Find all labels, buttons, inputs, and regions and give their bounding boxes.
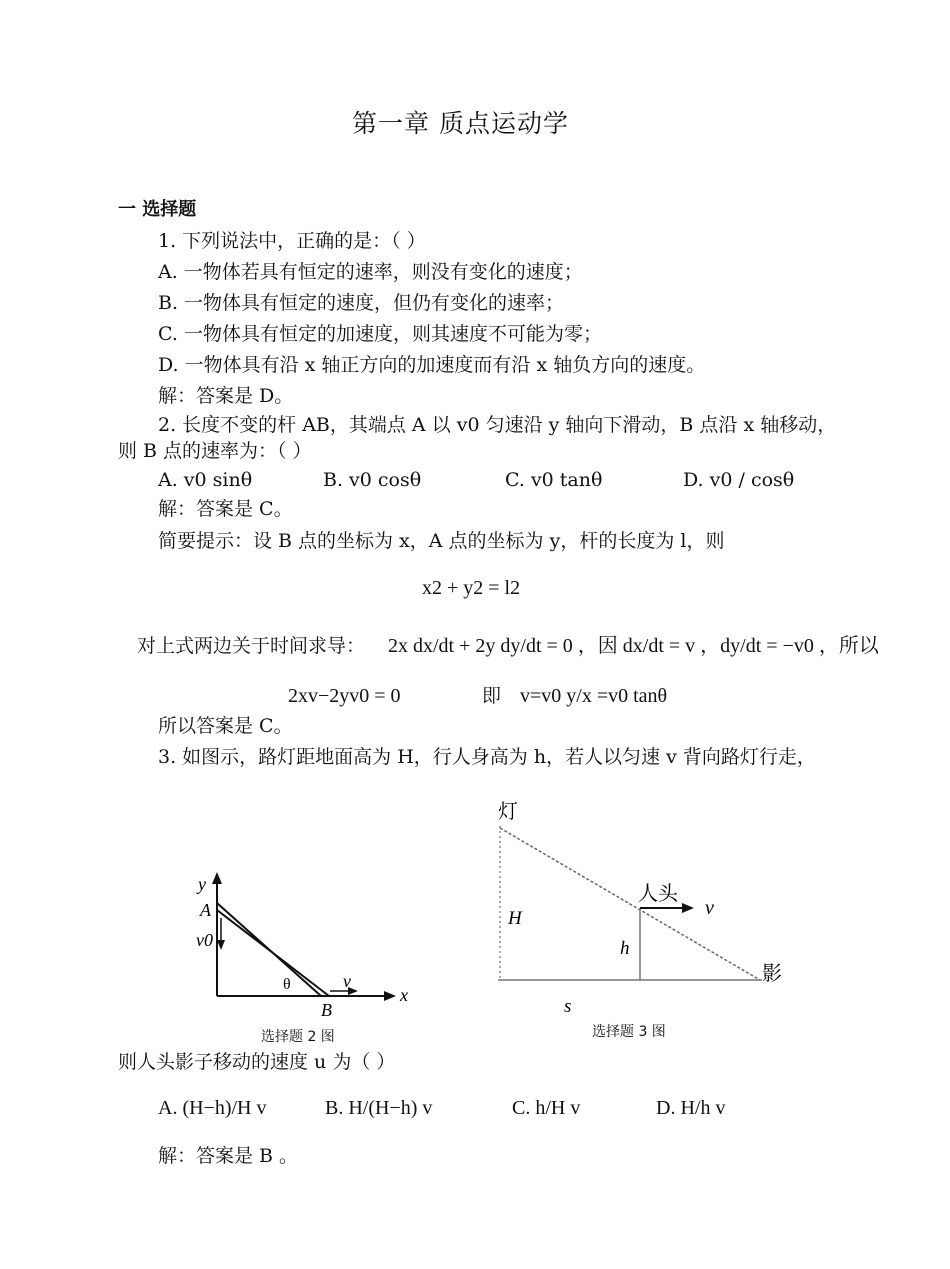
fig2-label-A: A bbox=[200, 900, 211, 920]
fig3-label-shadow: 影 bbox=[762, 963, 782, 985]
q2-stem-line2: 则 B 点的速率为：（ ） bbox=[118, 440, 312, 462]
fig2-label-v: v bbox=[343, 971, 351, 991]
q1-stem: 1. 下列说法中，正确的是：（ ） bbox=[158, 230, 426, 252]
q2-derivation-prefix: 对上式两边关于时间求导： bbox=[137, 635, 366, 657]
fig2-v0-arrowhead bbox=[217, 940, 225, 950]
q2-equation-1: x2 + y2 = l2 bbox=[422, 577, 521, 599]
fig2-label-v0: v0 bbox=[196, 930, 213, 950]
q1-option-b: B. 一物体具有恒定的速度，但仍有变化的速率； bbox=[158, 292, 565, 314]
fig2-rod-line-2 bbox=[217, 910, 329, 996]
q2-option-b: B. v0 cosθ bbox=[323, 469, 422, 491]
q2-conclusion: 所以答案是 C。 bbox=[158, 715, 293, 737]
q1-option-c: C. 一物体具有恒定的加速度，则其速度不可能为零； bbox=[158, 323, 602, 345]
q3-stem: 3. 如图示，路灯距地面高为 H，行人身高为 h，若人以匀速 v 背向路灯行走， bbox=[158, 746, 816, 768]
q3-stem-2: 则人头影子移动的速度 u 为（ ） bbox=[118, 1051, 396, 1073]
q2-option-d: D. v0 / cosθ bbox=[683, 469, 795, 491]
fig3-label-v: v bbox=[705, 897, 714, 919]
fig3-label-head: 人头 bbox=[638, 883, 678, 905]
fig2-label-x: x bbox=[400, 985, 408, 1005]
q2-answer: 解：答案是 C。 bbox=[158, 498, 293, 520]
q2-option-c: C. v0 tanθ bbox=[505, 469, 603, 491]
q2-equation-2-mid: 即 bbox=[482, 685, 502, 707]
fig3-label-H: H bbox=[508, 908, 522, 929]
fig2-caption: 选择题 2 图 bbox=[261, 1029, 335, 1045]
fig2-x-arrow bbox=[384, 991, 396, 1001]
q1-option-d: D. 一物体具有沿 x 轴正方向的加速度而有沿 x 轴负方向的速度。 bbox=[158, 354, 706, 376]
section-heading: 一 选择题 bbox=[118, 199, 197, 220]
q3-option-a: A. (H−h)/H v bbox=[158, 1097, 267, 1119]
q2-derivation: 2x dx/dt + 2y dy/dt = 0 ，因 dx/dt = v ，dy/dt = −v0 ，所以 bbox=[388, 635, 879, 657]
fig3-light-ray bbox=[500, 828, 760, 980]
fig3-v-arrowhead bbox=[682, 903, 694, 913]
q3-answer: 解：答案是 B 。 bbox=[158, 1145, 299, 1167]
q1-answer: 解：答案是 D。 bbox=[158, 385, 294, 407]
fig3-label-s: s bbox=[564, 996, 572, 1017]
q2-stem-line1: 2. 长度不变的杆 AB，其端点 A 以 v0 匀速沿 y 轴向下滑动，B 点沿 x 轴移动， bbox=[158, 414, 837, 436]
fig2-label-B: B bbox=[321, 1000, 332, 1020]
q3-option-c: C. h/H v bbox=[512, 1097, 581, 1119]
q2-hint: 简要提示：设 B 点的坐标为 x，A 点的坐标为 y，杆的长度为 l，则 bbox=[158, 530, 725, 552]
q2-equation-2: 2xv−2yv0 = 0 bbox=[288, 685, 401, 707]
fig3-label-lamp: 灯 bbox=[498, 801, 518, 823]
fig2-y-arrow bbox=[212, 872, 222, 884]
figure-2 bbox=[190, 870, 420, 1025]
q2-option-a: A. v0 sinθ bbox=[158, 469, 253, 491]
q1-option-a: A. 一物体若具有恒定的速率，则没有变化的速度； bbox=[158, 261, 583, 283]
fig3-caption: 选择题 3 图 bbox=[592, 1024, 666, 1040]
page-title: 第一章 质点运动学 bbox=[352, 109, 569, 138]
fig3-label-h: h bbox=[620, 938, 630, 959]
q2-equation-2-right: v=v0 y/x =v0 tanθ bbox=[520, 685, 668, 707]
q3-option-b: B. H/(H−h) v bbox=[325, 1097, 433, 1119]
fig2-label-theta: θ bbox=[283, 976, 291, 993]
q3-option-d: D. H/h v bbox=[656, 1097, 726, 1119]
figure-3 bbox=[490, 796, 790, 1021]
fig2-label-y: y bbox=[198, 874, 206, 894]
